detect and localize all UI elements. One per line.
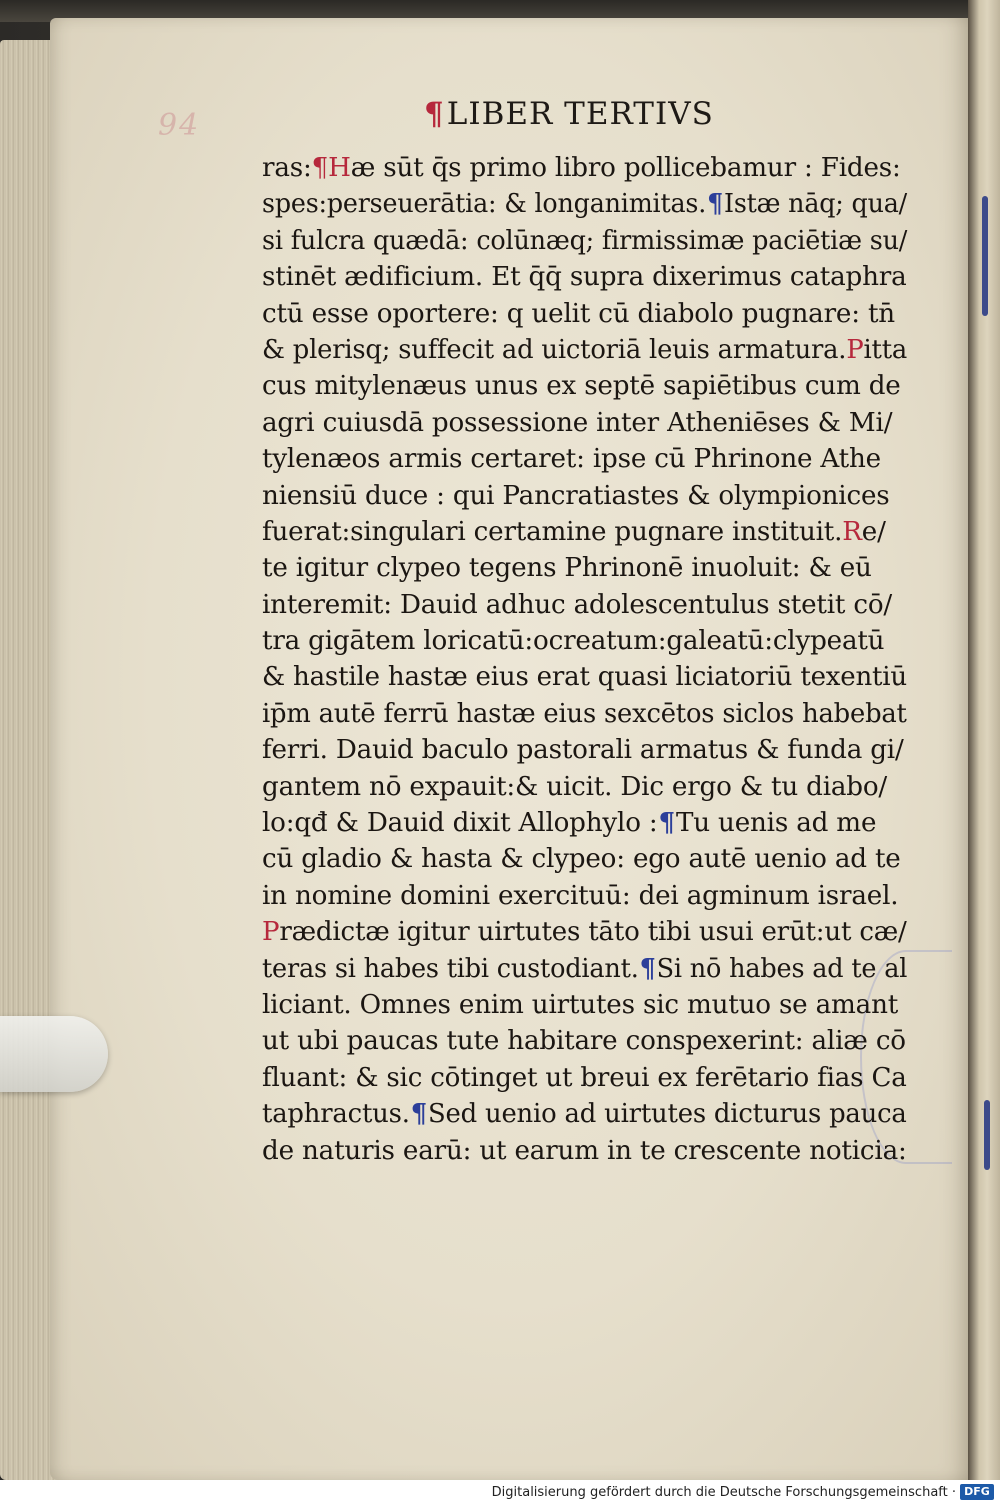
- rubricated-initial: P: [262, 916, 280, 948]
- text-segment: & plerisq; suffecit ad uictoriā leuis armatura.: [262, 333, 847, 365]
- rubricated-initial: ¶H: [311, 152, 351, 183]
- text-line: [262, 514, 907, 550]
- text-line: [262, 550, 907, 586]
- text-segment: itta: [863, 333, 908, 365]
- text-line: [262, 805, 907, 841]
- text-segment: si fulcra quædā: colūnæq; firmissimæ paciētiæ su/: [262, 224, 908, 256]
- text-line: [262, 405, 907, 441]
- text-segment: ras:: [262, 152, 312, 183]
- text-segment: liciant. Omnes enim uirtutes sic mutuo se amant: [262, 988, 899, 1020]
- text-segment: rædictæ igitur uirtutes tāto tibi usui erūt:ut cæ/: [279, 916, 907, 948]
- text-segment: Istæ nāq; qua/: [723, 188, 907, 220]
- text-line: [262, 150, 907, 186]
- digitization-credit: Digitalisierung gefördert durch die Deutsche Forschungsgemeinschaft ·: [491, 1485, 956, 1500]
- page-holder-clip: [0, 1016, 108, 1092]
- text-line: [262, 587, 907, 623]
- text-segment: lo:qđ & Dauid dixit Allophylo :: [262, 807, 658, 839]
- rubricated-initial: P: [846, 333, 864, 365]
- text-segment: spes:perseuerātia: & longanimitas.: [262, 188, 707, 220]
- text-segment: ctū esse oportere: q uelit cū diabolo pugnare: tn̄: [262, 297, 895, 329]
- text-line: [262, 623, 907, 659]
- text-line: [262, 914, 907, 950]
- text-line: [262, 259, 907, 295]
- text-segment: in nomine domini exercituū: dei agminum israel.: [262, 879, 899, 911]
- running-head: [424, 96, 844, 140]
- text-segment: stinēt ædificium. Et q̄q̄ supra dixerimus cataphra: [262, 261, 907, 293]
- text-line: [262, 1133, 907, 1169]
- text-segment: ferri. Dauid baculo pastorali armatus & funda gi/: [262, 734, 904, 766]
- facing-page-edge: [968, 0, 1000, 1506]
- text-line: [262, 732, 907, 768]
- text-line: [262, 951, 908, 987]
- text-segment: fuerat:singulari certamine pugnare instituit.: [262, 515, 843, 547]
- text-segment: gantem nō expauit:& uicit. Dic ergo & tu diabo/: [262, 770, 888, 802]
- text-line: [262, 332, 908, 368]
- text-segment: agri cuiusdā possessione inter Atheniēses & Mi/: [262, 406, 893, 438]
- text-segment: Tu uenis ad me: [675, 807, 877, 839]
- text-segment: cus mitylenæus unus ex septē sapiētibus cum de: [262, 370, 901, 402]
- text-line: [262, 368, 907, 404]
- text-segment: & hastile hastæ eius erat quasi liciatoriū texentiū: [262, 661, 907, 693]
- text-line: [262, 1023, 907, 1059]
- text-segment: niensiū duce : qui Pancratiastes & olympionices: [262, 479, 890, 511]
- text-segment: e/: [861, 515, 886, 547]
- footer-bar: [0, 1480, 1000, 1506]
- text-segment: te igitur clypeo tegens Phrinonē inuoluit: & eū: [262, 552, 872, 584]
- text-line: [262, 769, 907, 805]
- text-segment: tra gigātem loricatū:ocreatum:galeatū:clypeatū: [262, 625, 885, 657]
- text-line: [262, 223, 908, 259]
- text-line: [262, 841, 907, 877]
- facing-page-blue-mark: [984, 1100, 990, 1170]
- text-segment: ip̄m autē ferrū hastæ eius sexcētos siclos habebat: [262, 697, 907, 729]
- text-segment: teras si habes tibi custodiant.: [262, 952, 639, 984]
- text-segment: Sed uenio ad uirtutes dicturus pauca: [427, 1098, 907, 1130]
- text-line: [262, 186, 907, 222]
- text-segment: æ sūt q̄s primo libro pollicebamur : Fides:: [350, 152, 901, 183]
- text-line: [262, 987, 907, 1023]
- paragraph-mark-icon: ¶: [639, 952, 656, 984]
- facing-page-blue-mark: [982, 196, 988, 316]
- text-line: [262, 441, 907, 477]
- folio-number: 94: [158, 108, 201, 143]
- text-segment: ut ubi paucas tute habitare conspexerint: aliæ cō: [262, 1025, 906, 1057]
- text-segment: cū gladio & hasta & clypeo: ego autē uenio ad te: [262, 843, 901, 875]
- text-line: [262, 296, 907, 332]
- text-line: [262, 878, 907, 914]
- dfg-logo-icon: DFG: [960, 1484, 994, 1500]
- text-line: [262, 1096, 907, 1132]
- pilcrow-icon: ¶: [424, 96, 445, 132]
- text-segment: fluant: & sic cōtinget ut breui ex ferētario fias Ca: [262, 1061, 907, 1093]
- text-segment: Si nō habes ad te al: [656, 952, 908, 984]
- text-segment: taphractus.: [262, 1098, 410, 1130]
- text-segment: tylenæos armis certaret: ipse cū Phrinone Athe: [262, 443, 881, 475]
- text-segment: de naturis earū: ut earum in te crescente noticia:: [262, 1134, 907, 1166]
- text-segment: interemit: Dauid adhuc adolescentulus stetit cō/: [262, 588, 893, 620]
- paragraph-mark-icon: ¶: [410, 1098, 427, 1130]
- text-line: [262, 478, 907, 514]
- paragraph-mark-icon: ¶: [707, 188, 724, 220]
- text-line: [262, 1060, 905, 1096]
- paragraph-mark-icon: ¶: [658, 807, 675, 839]
- body-text: [262, 150, 912, 1169]
- running-head-title: LIBER TERTIVS: [446, 96, 714, 132]
- text-line: [262, 659, 907, 695]
- text-line: [262, 696, 907, 732]
- rubricated-initial: R: [842, 515, 862, 547]
